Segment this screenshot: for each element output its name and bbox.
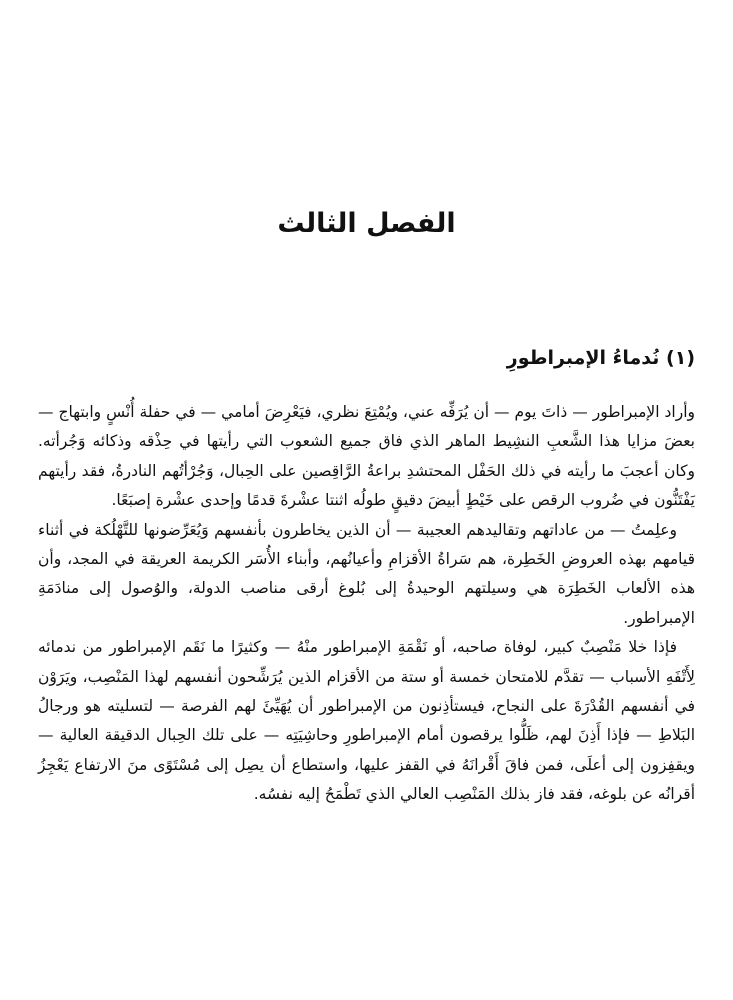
chapter-title: الفصل الثالث <box>277 208 456 239</box>
paragraph: وأراد الإمبراطور — ذاتَ يوم — أن يُرَفِّه عني، ويُمْتِعَ نظري، فيَعْرِضَ أمامي — في حفلة أُنْسٍ وابتهاج — بعضَ مزايا هذا الشَّعبِ النشِيط الماهر الذي فاق جميع الشعوب التي رأيتها في حِذْقه وذكائه وَجُرأته. وكان أعجبَ ما رأيته في ذلك الحَفْل المحتشدِ براعةُ الرَّاقِصين على الحِبال، وَجُرْأتُهم النادرةُ، فقد رأيتهم يَفْتَنُّون في ضُروب الرقص على خَيْطٍ أبيضَ دقيقٍ طولُه اثنتا عشْرةَ قدمًا وإحدى عشْرة إصبَعًا. <box>38 403 695 510</box>
section-heading: (١) نُدماءُ الإمبراطورِ <box>506 347 695 369</box>
paragraph: فإذا خلا مَنْصِبٌ كبير، لوفاة صاحبه، أو نَقْمَةِ الإمبراطور منْهُ — وكثيرًا ما نَقَم الإمبراطور من ندمائه لِأَتْفَهِ الأسباب — تقدَّم للامتحان خمسة أو ستة من الأقزام الذين يُرَشِّحون أنفسهم لهذا المَنْصِب، ويَرَوْن في أنفسهم القُدْرَةَ على النجاح، فيستأذِنون من الإمبراطور أن يُهَيِّئَ لهم الفرصة — لتسليته هو ورجالُ البَلاطِ — فإذا أَذِنَ لهم، ظَلُّوا يرقصون أمام الإمبراطورِ وحاشِيَتِه — على تلك الحِبال الدقيقة العالية — ويقفِزون إلى أعلَى، فمن فاقَ أَقْرانَهُ في القفز عليها، واستطاع أن يصِل إلى مُسْتَوًى منَ الارتفاع يَعْجِزُ أقرانُه عن بلوغه، فقد فاز بذلك المَنْصِب العالي الذي تَطْمَحُ إليه نفسُه. <box>38 638 695 804</box>
body-text <box>38 398 695 810</box>
paragraph: وعلِمتُ — من عاداتهم وتقاليدهم العجيبة — أن الذين يخاطرون بأنفسهم وَيُعَرِّضونها للتَّهْلُكة في أثناء قيامهم بهذه العروضِ الخَطِرة، هم سَراةُ الأقزامِ وأعيانُهم، وأبناء الأُسَر الكريمة العريقة في المجد، وأن هذه الألعاب الخَطِرَة هي وسيلتهم الوحيدةُ إلى بُلوغ أرقى مناصب الدولة، والوُصول إلى منادَمَةِ الإمبراطور. <box>38 520 695 627</box>
